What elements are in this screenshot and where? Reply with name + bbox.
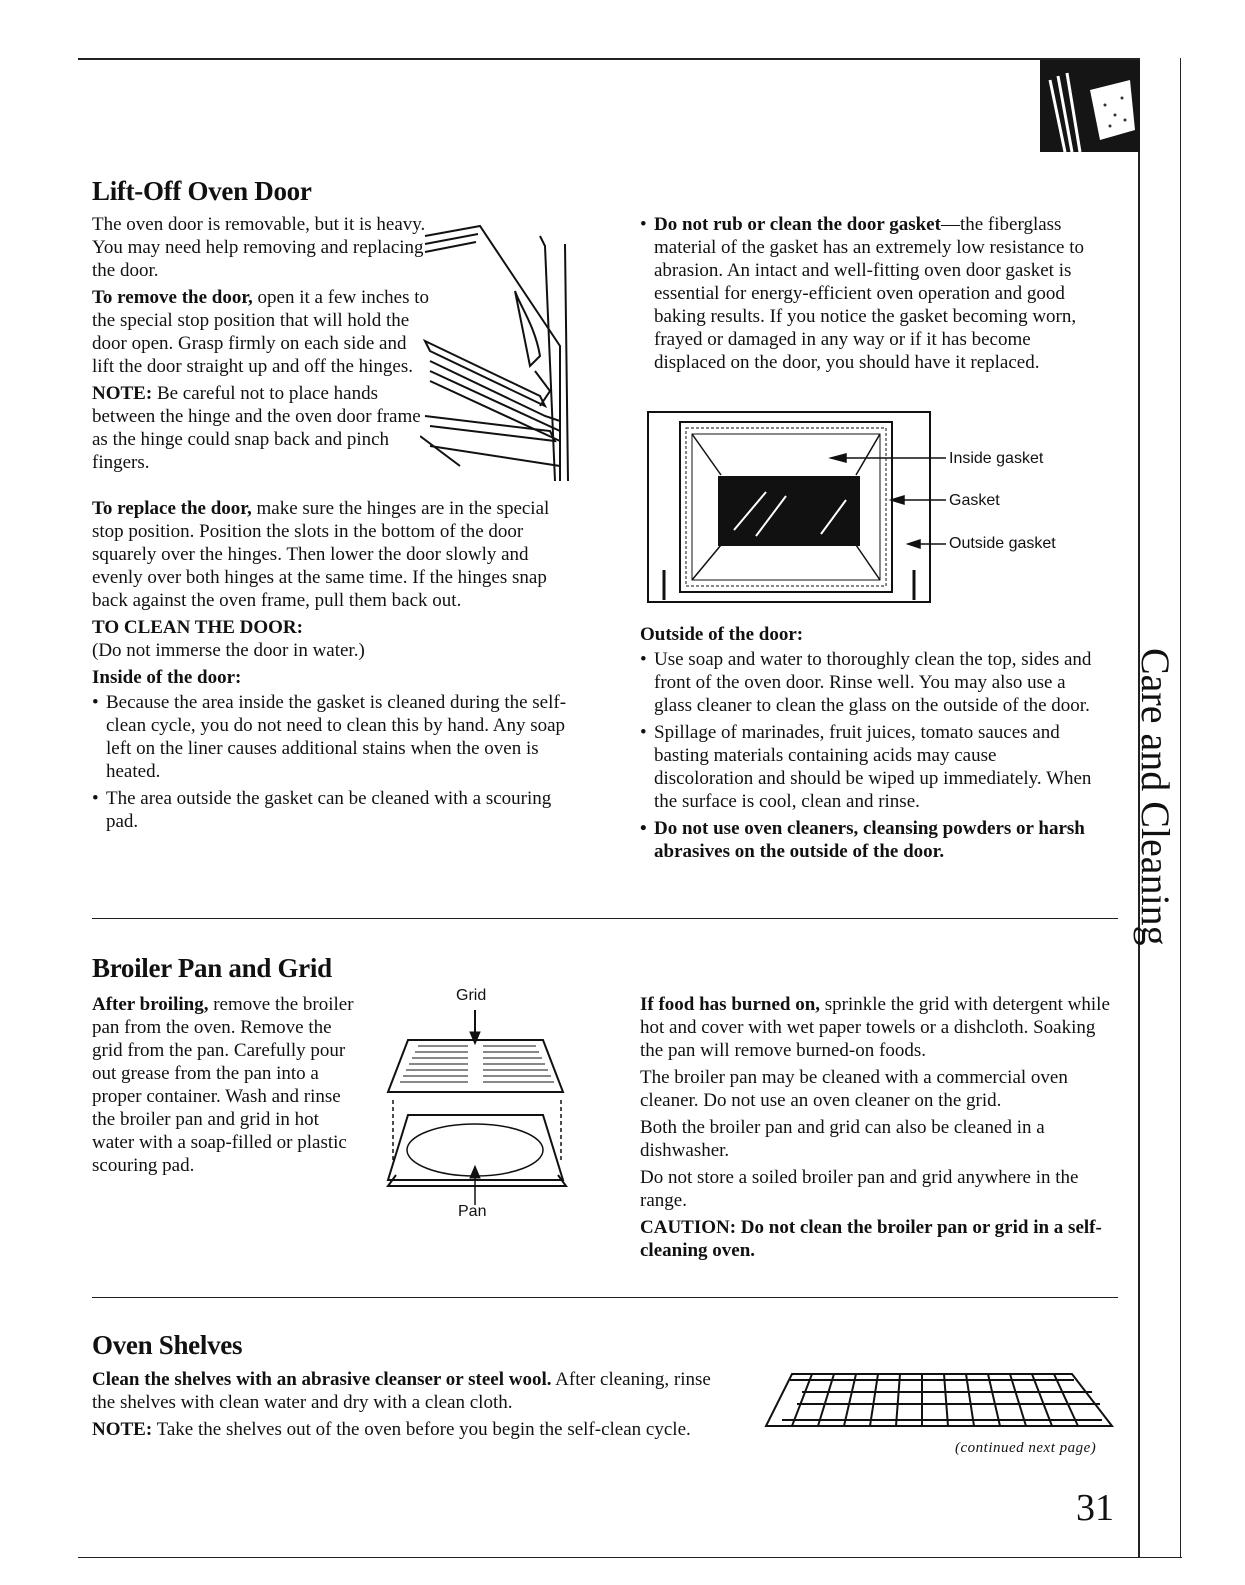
outside-bullet-1: • Use soap and water to thoroughly clean the top, sides and front of the oven door. Rinse well. You may also use a glass cleaner to clean the glass on the outside of the door. [640,648,1100,717]
cleaning-hand-icon [1040,60,1140,152]
continued-note: (continued next page) [955,1440,1097,1456]
clean-door-heading: TO CLEAN THE DOOR: [92,617,303,638]
inside-bullet-1: • Because the area inside the gasket is cleaned during the self-clean cycle, you do not need to clean this by hand. Any soap left on the liner causes additional stains when the oven is heated. [92,691,567,783]
note-paragraph: NOTE: Be careful not to place hands between the hinge and the oven door frame as the hinge could snap back and pinch fingers. [92,383,421,473]
gasket-diagram [646,410,946,605]
page-number: 31 [1076,1487,1114,1529]
clean-door-subheading: (Do not immerse the door in water.) [92,640,365,661]
label-pan: Pan [458,1203,487,1220]
shelves-title: Oven Shelves [92,1330,243,1360]
outside-door-heading: Outside of the door: [640,624,804,645]
label-grid: Grid [456,987,487,1004]
broiler-paragraph-4: Do not store a soiled broiler pan and grid anywhere in the range. [640,1167,1079,1211]
section-rule-2 [92,1297,1118,1298]
gasket-bullet: • Do not rub or clean the door gasket—the fiberglass material of the gasket has an extremely low resistance to abrasion. An intact and well-fitting oven door gasket is essential for energy-efficient oven operation and good baking results. If you notice the gasket becoming worn, frayed or damaged in any way or if it has become displaced on the door, you should have it replaced. [640,213,1095,374]
shelves-paragraph: Clean the shelves with an abrasive cleanser or steel wool. After cleaning, rinse the shelves with clean water and dry with a clean cloth. [92,1369,711,1413]
replace-door-paragraph: To replace the door, make sure the hinges are in the special stop position. Position the slots in the bottom of the door squarely over the hinges. Then lower the door slowly and evenly over both hinges at the same time. If the hinges snap back against the oven frame, pull them back out. [92,498,550,611]
oven-shelf-illustration [762,1370,1122,1432]
remove-door-paragraph: To remove the door, open it a few inches to the special stop position that will hold the door open. Grasp firmly on each side and lift the door straight up and off the hinges. [92,287,430,377]
broiler-pan-illustration [378,1010,578,1205]
inside-door-heading: Inside of the door: [92,667,242,688]
label-gasket: Gasket [949,492,1000,509]
label-outside-gasket: Outside gasket [949,535,1056,552]
burned-on-paragraph: If food has burned on, sprinkle the grid with detergent while hot and cover with wet paper towels or a dishcloth. Soaking the pan will remove burned-on foods. [640,994,1110,1061]
shelves-text [92,1368,712,1445]
shelves-note: NOTE: Take the shelves out of the oven before you begin the self-clean cycle. [92,1419,691,1440]
top-rule [78,58,1140,60]
door-removal-illustration [420,216,580,496]
outside-bullet-2: • Spillage of marinades, fruit juices, tomato sauces and basting materials containing acids may cause discoloration and should be wiped up immediately. When the surface is cool, clean and rinse. [640,721,1100,813]
inside-bullet-2: • The area outside the gasket can be cleaned with a scouring pad. [92,787,567,833]
liftoff-title: Lift-Off Oven Door [92,176,312,206]
liftoff-left-column [92,213,432,478]
side-tab-label: Care and Cleaning [1133,648,1178,946]
label-inside-gasket: Inside gasket [949,450,1044,467]
after-broiling-paragraph: After broiling, remove the broiler pan from the oven. Remove the grid from the pan. Carefully pour out grease from the pan into a proper container. Wash and rinse the broiler pan and grid in hot water with a soap-filled or plastic scouring pad. [92,994,354,1176]
broiler-paragraph-3: Both the broiler pan and grid can also be cleaned in a dishwasher. [640,1117,1045,1161]
section-rule-1 [92,918,1118,919]
bottom-rule [78,1557,1182,1558]
broiler-left-column [92,993,362,1181]
liftoff-left-lower [92,497,567,837]
broiler-paragraph-2: The broiler pan may be cleaned with a commercial oven cleaner. Do not use an oven cleaner on the grid. [640,1067,1068,1111]
liftoff-right-lower [640,623,1100,867]
liftoff-right-column [640,213,1095,378]
liftoff-intro: The oven door is removable, but it is heavy. You may need help removing and replacing the door. [92,214,426,281]
broiler-right-column [640,993,1120,1266]
broiler-title: Broiler Pan and Grid [92,953,332,983]
outside-bullet-3: • Do not use oven cleaners, cleansing powders or harsh abrasives on the outside of the door. [640,817,1100,863]
broiler-caution: CAUTION: Do not clean the broiler pan or grid in a self-cleaning oven. [640,1217,1102,1261]
